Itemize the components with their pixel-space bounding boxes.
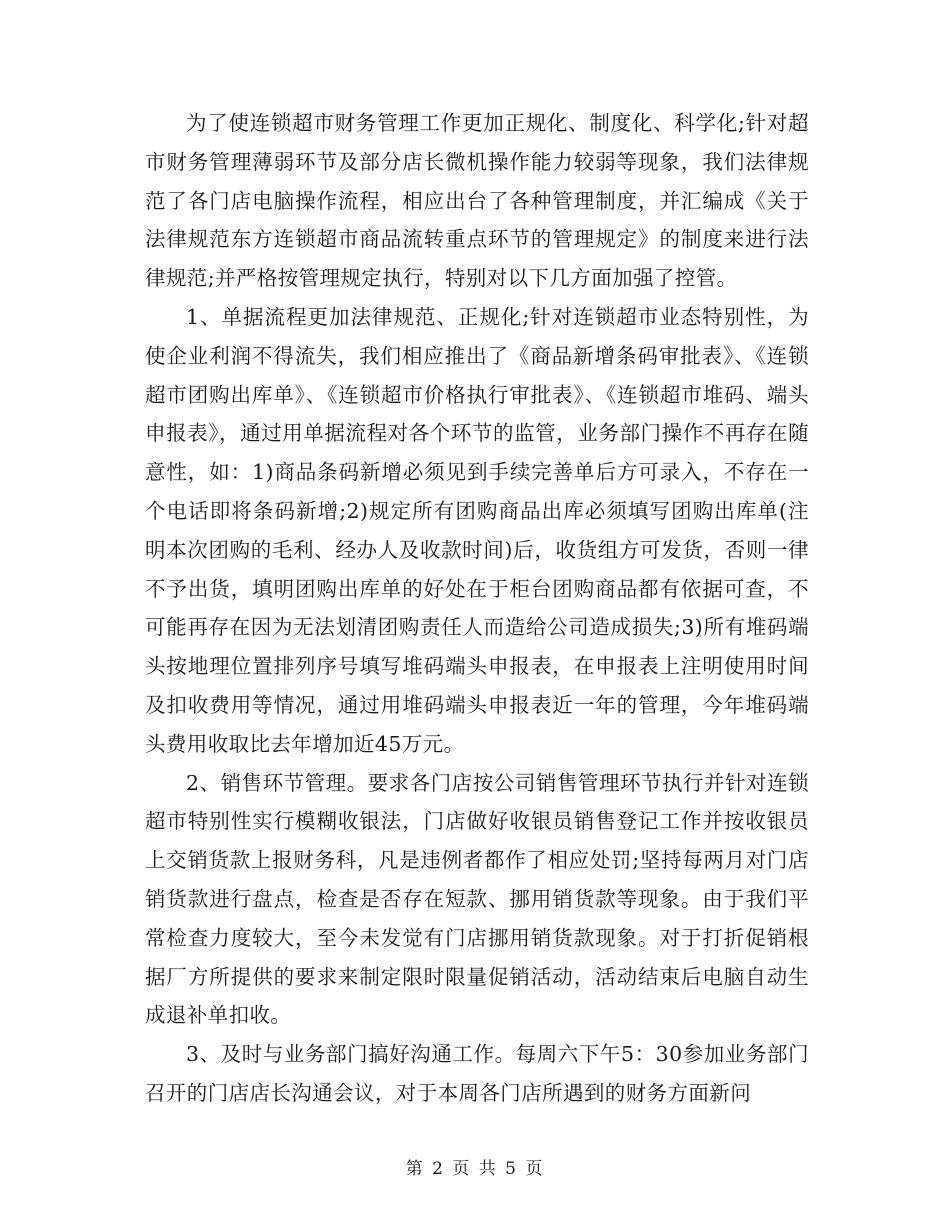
- document-body: [145, 104, 809, 1113]
- page-number-footer: 第 2 页 共 5 页: [405, 1159, 545, 1179]
- paragraph-item-1-document-flow: 1、单据流程更加法律规范、正规化;针对连锁超市业态特别性，为使企业利润不得流失，我们相应推出了《商品新增条码审批表》、《连锁超市团购出库单》、《连锁超市价格执行审批表》、《连锁超市堆码、端头申报表》，通过用单据流程对各个环节的监管，业务部门操作不再存在随意性，如：1)商品条码新增必须见到手续完善单后方可录入，不存在一个电话即将条码新增;2)规定所有团购商品出库必须填写团购出库单(注明本次团购的毛利、经办人及收款时间)后，收货组方可发货，否则一律不予出货，填明团购出库单的好处在于柜台团购商品都有依据可查，不可能再存在因为无法划清团购责任人而造给公司造成损失;3)所有堆码端头按地理位置排列序号填写堆码端头申报表，在申报表上注明使用时间及扣收费用等情况，通过用堆码端头申报表近一年的管理，今年堆码端头费用收取比去年增加近45万元。: [145, 304, 809, 756]
- paragraph-item-2-sales-management: 2、销售环节管理。要求各门店按公司销售管理环节执行并针对连锁超市特别性实行模糊收银法，门店做好收银员销售登记工作并按收银员上交销货款上报财务科，凡是违例者都作了相应处罚;坚持每两月对门店销货款进行盘点，检查是否存在短款、挪用销货款等现象。由于我们平常检查力度较大，至今未发觉有门店挪用销货款现象。对于打折促销根据厂方所提供的要求来制定限时限量促销活动，活动结束后电脑自动生成退补单扣收。: [145, 770, 809, 1028]
- paragraph-item-3-communication: 3、及时与业务部门搞好沟通工作。每周六下午5：30参加业务部门召开的门店店长沟通会议，对于本周各门店所遇到的财务方面新问: [145, 1042, 809, 1105]
- paragraph-intro: 为了使连锁超市财务管理工作更加正规化、制度化、科学化;针对超市财务管理薄弱环节及部分店长微机操作能力较弱等现象，我们法律规范了各门店电脑操作流程，相应出台了各种管理制度，并汇编成《关于法律规范东方连锁超市商品流转重点环节的管理规定》的制度来进行法律规范;并严格按管理规定执行，特别对以下几方面加强了控管。: [145, 111, 809, 291]
